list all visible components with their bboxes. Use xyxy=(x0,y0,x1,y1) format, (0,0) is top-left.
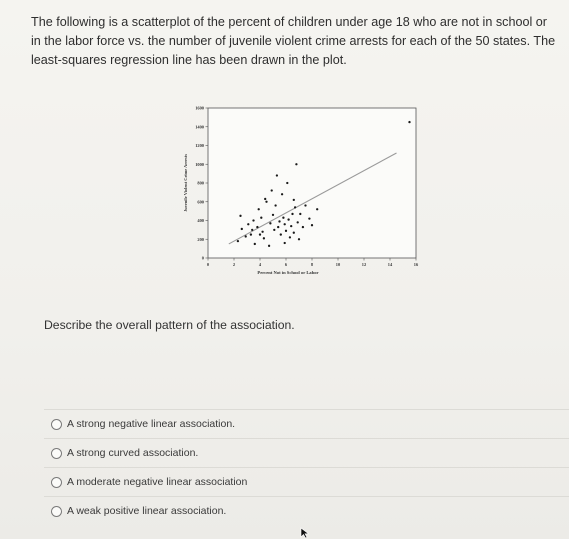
data-point xyxy=(264,198,266,200)
x-tick-label: 16 xyxy=(413,262,419,267)
radio-button[interactable] xyxy=(51,506,62,517)
x-tick-label: 10 xyxy=(335,262,341,267)
y-tick-label: 1600 xyxy=(195,105,204,111)
data-point xyxy=(293,199,295,201)
data-point xyxy=(271,189,273,191)
x-tick-label: 0 xyxy=(206,262,210,267)
data-point xyxy=(308,217,310,219)
y-tick-label: 200 xyxy=(197,236,204,242)
answer-choices xyxy=(44,409,569,525)
x-tick-label: 8 xyxy=(310,262,314,267)
data-point xyxy=(302,226,304,228)
data-point xyxy=(269,222,271,224)
choice-label: A weak positive linear association. xyxy=(67,505,227,517)
data-point xyxy=(252,219,254,221)
radio-button[interactable] xyxy=(51,419,62,430)
data-point xyxy=(263,237,265,239)
y-tick-label: 600 xyxy=(197,199,204,205)
data-point xyxy=(280,233,282,235)
data-point xyxy=(273,229,275,231)
plot-frame xyxy=(208,108,416,258)
choice-1[interactable] xyxy=(44,409,569,438)
data-point xyxy=(311,224,313,226)
data-point xyxy=(287,218,289,220)
data-point xyxy=(278,220,280,222)
data-point xyxy=(284,242,286,244)
x-tick-label: 12 xyxy=(361,262,367,267)
data-point xyxy=(251,229,253,231)
data-point xyxy=(241,228,243,230)
y-tick-label: 400 xyxy=(197,218,204,224)
choice-2[interactable] xyxy=(44,438,569,467)
data-point xyxy=(237,240,239,242)
data-point xyxy=(297,221,299,223)
radio-button[interactable] xyxy=(51,477,62,488)
x-axis-ticks xyxy=(207,258,419,267)
x-tick-label: 2 xyxy=(232,262,236,267)
y-tick-label: 0 xyxy=(201,255,204,261)
data-point xyxy=(277,226,279,228)
data-point xyxy=(316,208,318,210)
x-tick-label: 14 xyxy=(387,262,393,267)
data-point xyxy=(274,204,276,206)
data-point xyxy=(289,236,291,238)
choice-3[interactable] xyxy=(44,467,569,496)
y-axis-title: Juvenile Violent Crime Arrests xyxy=(183,154,188,212)
x-axis-title: Percent Not in School or Labor xyxy=(257,270,319,275)
question-text: The following is a scatterplot of the percent of children under age 18 who are not in school or in the labor force vs. the number of juvenile violent crime arrests for each of the 50 states. The least-squares regression line has been drawn in the plot. xyxy=(31,15,556,67)
y-axis-title-group xyxy=(183,154,188,212)
data-point xyxy=(285,230,287,232)
choice-label: A strong negative linear association. xyxy=(67,418,236,430)
data-point xyxy=(291,213,293,215)
mouse-cursor-icon xyxy=(300,527,310,539)
data-point xyxy=(250,233,252,235)
data-point xyxy=(258,208,260,210)
y-tick-label: 800 xyxy=(197,180,204,186)
choice-label: A strong curved association. xyxy=(67,447,199,459)
data-point xyxy=(304,204,306,206)
y-tick-label: 1000 xyxy=(195,161,204,167)
data-point xyxy=(268,245,270,247)
data-point xyxy=(290,225,292,227)
data-point xyxy=(284,223,286,225)
data-point xyxy=(260,217,262,219)
data-point xyxy=(299,213,301,215)
scatterplot xyxy=(176,104,426,280)
data-point xyxy=(247,223,249,225)
x-tick-label: 6 xyxy=(284,262,288,267)
data-point xyxy=(286,182,288,184)
choice-4[interactable] xyxy=(44,496,569,525)
data-point xyxy=(245,235,247,237)
y-axis-ticks xyxy=(195,106,208,261)
data-point xyxy=(408,121,410,123)
choice-label: A moderate negative linear association xyxy=(67,476,248,488)
data-point xyxy=(294,206,296,208)
data-point xyxy=(256,226,258,228)
data-point xyxy=(259,233,261,235)
x-tick-label: 4 xyxy=(258,262,262,267)
y-tick-label: 1400 xyxy=(195,124,204,130)
data-point xyxy=(254,243,256,245)
data-point xyxy=(239,215,241,217)
data-point xyxy=(298,238,300,240)
prompt-text: Describe the overall pattern of the association. xyxy=(44,318,295,332)
data-point xyxy=(293,232,295,234)
data-point xyxy=(281,193,283,195)
data-point xyxy=(265,201,267,203)
data-point xyxy=(272,214,274,216)
data-point xyxy=(261,231,263,233)
data-point xyxy=(295,163,297,165)
radio-button[interactable] xyxy=(51,448,62,459)
data-point xyxy=(282,217,284,219)
data-point xyxy=(276,174,278,176)
y-tick-label: 1200 xyxy=(195,143,204,149)
